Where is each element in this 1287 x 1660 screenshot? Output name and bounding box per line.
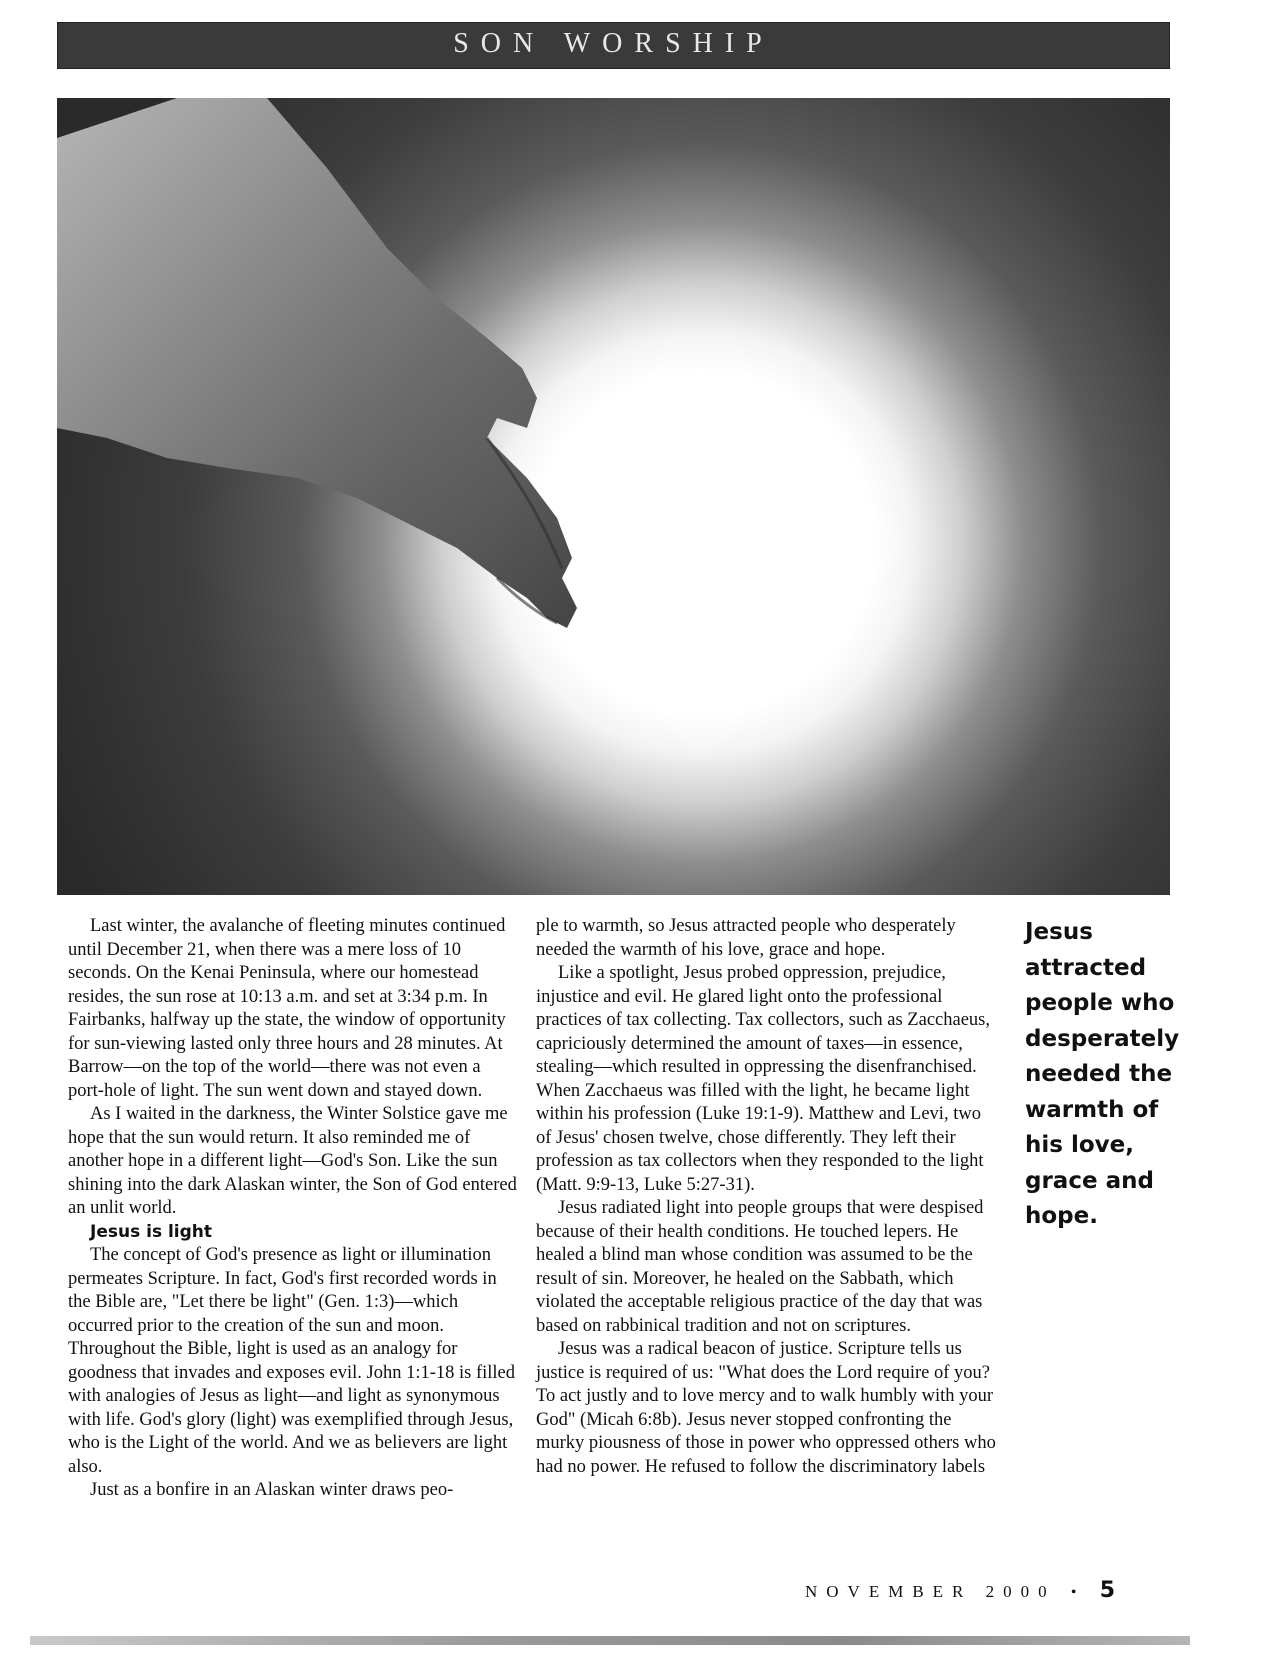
page-number: 5 bbox=[1099, 1578, 1116, 1603]
hand-silhouette bbox=[57, 98, 1170, 895]
paragraph: Last winter, the avalanche of fleeting minutes continued until December 21, when there was a mere loss of 10 seconds. On the Kenai Peninsula, where our homestead resides, the sun rose at 10:13 a.m. and set at 3:34 p.m. In Fairbanks, halfway up the state, the window of opportunity for sun-viewing lasted only three hours and 28 minutes. At Barrow—on the top of the world—there was not even a port-hole of light. The sun went down and stayed down. bbox=[68, 916, 506, 1101]
pull-quote: Jesus attracted people who desperately needed the warmth of his love, grace and hope. bbox=[1025, 919, 1180, 1229]
bottom-divider bbox=[30, 1636, 1190, 1645]
paragraph-continuation: ple to warmth, so Jesus attracted people who desperately needed the warmth of his love, grace and hope. bbox=[536, 916, 956, 960]
paragraph: Jesus radiated light into people groups that were despised because of their health conditions. He touched lepers. He healed a blind man whose condition was assumed to be the result of sin. Moreover, he healed on the Sabbath, which violated the acceptable religious practice of the day that was based on rabbinical tradition and not on scriptures. bbox=[536, 1198, 984, 1336]
paragraph: Just as a bonfire in an Alaskan winter draws peo- bbox=[90, 1480, 454, 1500]
bullet-separator: • bbox=[1070, 1584, 1077, 1601]
paragraph: As I waited in the darkness, the Winter Solstice gave me hope that the sun would return. It also reminded me of another hope in a different light—God's Son. Like the sun shining into the dark Alaskan winter, the Son of God entered an unlit world. bbox=[68, 1104, 517, 1218]
paragraph: Jesus was a radical beacon of justice. Scripture tells us justice is required of us: "What does the Lord require of you? To act justly and to love mercy and to walk humbly with your God" (Micah 6:8b). Jesus never stopped confronting the murky piousness of those in power who oppressed others who had no power. He refused to follow the discriminatory labels bbox=[536, 1339, 996, 1477]
issue-date: NOVEMBER 2000 bbox=[805, 1582, 1056, 1601]
article-column-1 bbox=[68, 915, 518, 1503]
subhead: Jesus is light bbox=[90, 1221, 213, 1242]
section-header-bar bbox=[57, 22, 1170, 69]
hand-and-light-photo bbox=[57, 98, 1170, 895]
page-footer bbox=[805, 1578, 1115, 1603]
section-title: SON WORSHIP bbox=[453, 28, 774, 59]
paragraph: Like a spotlight, Jesus probed oppression, prejudice, injustice and evil. He glared light onto the professional practices of tax collecting. Tax collectors, such as Zacchaeus, capriciously determined the amount of taxes—in essence, stealing—which resulted in oppressing the disenfranchised. When Zacchaeus was filled with the light, he became light within his profession (Luke 19:1-9). Matthew and Levi, two of Jesus' chosen twelve, chose differently. They left their profession as tax collectors when they responded to the light (Matt. 9:9-13, Luke 5:27-31). bbox=[536, 963, 990, 1195]
article-column-2 bbox=[536, 915, 996, 1479]
paragraph: The concept of God's presence as light or illumination permeates Scripture. In fact, God's first recorded words in the Bible are, "Let there be light" (Gen. 1:3)—which occurred prior to the creation of the sun and moon. Throughout the Bible, light is used as an analogy for goodness that invades and exposes evil. John 1:1-18 is filled with analogies of Jesus as light—and light as synonymous with life. God's glory (light) was exemplified through Jesus, who is the Light of the world. And we as believers are light also. bbox=[68, 1245, 516, 1477]
